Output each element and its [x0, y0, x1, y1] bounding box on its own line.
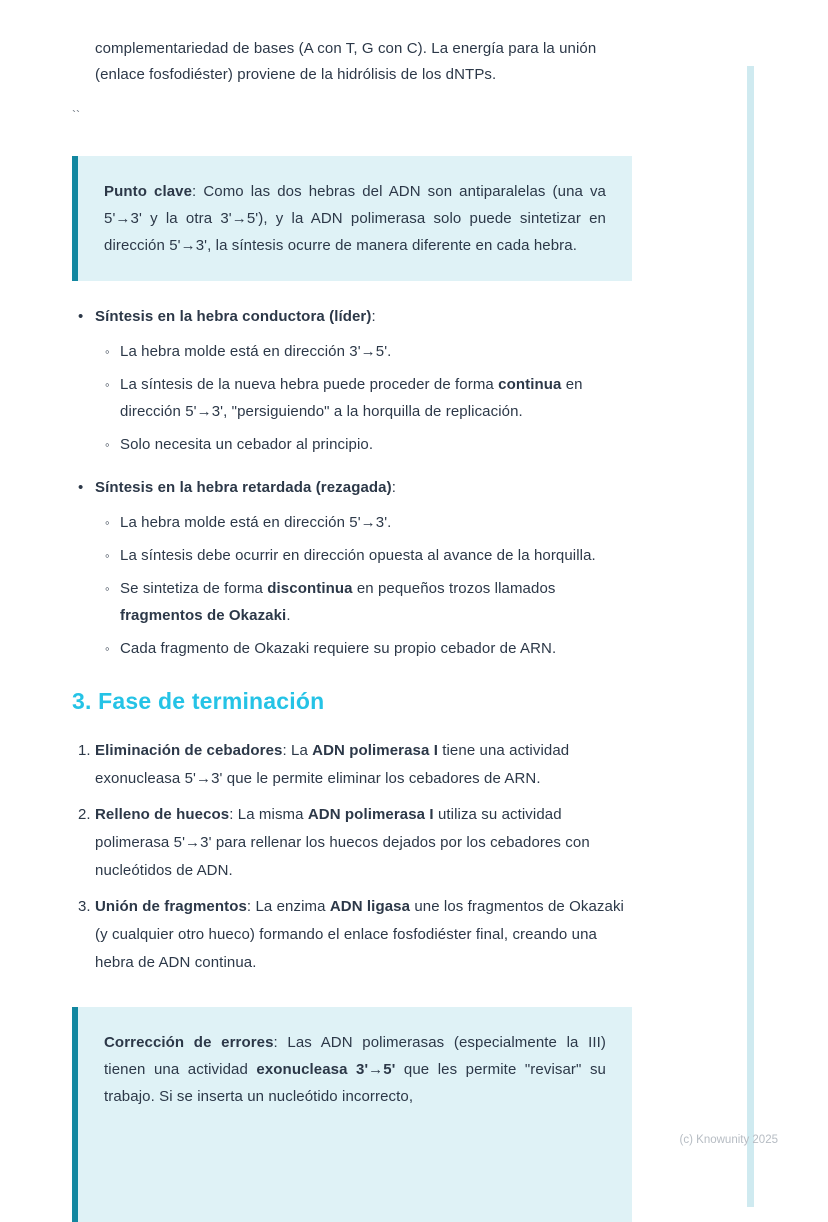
- numbered-item: [78, 893, 634, 977]
- step-number: 2.: [78, 806, 91, 823]
- text-segment: ADN polimerasa I: [307, 806, 434, 823]
- sub-item: [105, 338, 634, 365]
- circle-bullet-icon: ◦: [105, 548, 110, 563]
- sub-item: [105, 635, 634, 662]
- circle-bullet-icon: ◦: [105, 377, 110, 392]
- text-segment: Síntesis en la hebra retardada (rezagada): [95, 479, 392, 496]
- circle-bullet-icon: ◦: [105, 641, 110, 656]
- text-segment: tiene una actividad exonucleasa 5'→3' que le permite eliminar los cebadores de ARN.: [95, 742, 570, 787]
- circle-bullet-icon: ◦: [105, 515, 110, 530]
- text-segment: :: [371, 308, 376, 325]
- intro-paragraph: complementariedad de bases (A con T, G con C). La energía para la unión (enlace fosfodiéster) proviene de la hidrólisis de los dNTPs.: [95, 40, 597, 83]
- sub-item-text: [120, 338, 391, 365]
- leading-strand-title: [95, 303, 376, 330]
- text-segment: Corrección de errores: [104, 1034, 274, 1051]
- strand-synthesis-list: [78, 303, 634, 662]
- circle-bullet-icon: ◦: [105, 437, 110, 452]
- text-segment: en pequeños trozos llamados: [352, 580, 556, 597]
- text-segment: Eliminación de cebadores: [95, 742, 283, 759]
- text-segment: que les permite "revisar" su trabajo. Si se inserta un nucleótido incorrecto,: [104, 1061, 606, 1105]
- lagging-strand-title: [95, 474, 396, 501]
- circle-bullet-icon: ◦: [105, 581, 110, 596]
- step-text: [95, 801, 634, 885]
- section-heading-termination: 3. Fase de terminación: [72, 688, 325, 714]
- text-segment: Solo necesita un cebador al principio.: [120, 436, 374, 453]
- sub-item: [105, 371, 634, 425]
- step-text: [95, 893, 634, 977]
- text-segment: continua: [498, 376, 562, 393]
- bullet-icon: •: [78, 308, 84, 325]
- text-segment: exonucleasa 3'→5': [256, 1061, 396, 1078]
- text-segment: Unión de fragmentos: [95, 898, 247, 915]
- text-segment: Se sintetiza de forma: [120, 580, 268, 597]
- lagging-strand-sublist: [105, 509, 634, 662]
- text-segment: fragmentos de Okazaki: [120, 607, 287, 624]
- text-segment: : Las ADN polimerasas (especialmente la III) tienen una actividad: [104, 1034, 606, 1078]
- text-segment: Cada fragmento de Okazaki requiere su propio cebador de ARN.: [120, 640, 557, 657]
- sub-item: [105, 431, 634, 458]
- page-edge-strip: [747, 66, 754, 1207]
- text-segment: : La: [282, 742, 313, 759]
- text-segment: utiliza su actividad polimerasa 5'→3' para rellenar los huecos dejados por los cebadores con nucleótidos de ADN.: [95, 806, 590, 879]
- text-segment: ADN polimerasa I: [312, 742, 438, 759]
- text-segment: ADN ligasa: [329, 898, 411, 915]
- leading-strand-sublist: [105, 338, 634, 458]
- text-segment: : La enzima: [246, 898, 330, 915]
- sub-item-text: [120, 509, 391, 536]
- text-segment: Síntesis en la hebra conductora (líder): [95, 308, 372, 325]
- bullet-icon: •: [78, 479, 84, 496]
- numbered-item: [78, 801, 634, 885]
- key-point-text: [104, 178, 606, 259]
- error-correction-callout: [72, 1007, 632, 1222]
- text-segment: La hebra molde está en dirección 5'→3'.: [120, 514, 392, 531]
- text-segment: :: [391, 479, 396, 496]
- sub-item: [105, 575, 634, 629]
- key-point-callout: [72, 156, 632, 281]
- sub-item-text: [120, 371, 634, 425]
- text-segment: La síntesis debe ocurrir en dirección opuesta al avance de la horquilla.: [120, 547, 596, 564]
- text-segment: Relleno de huecos: [95, 806, 230, 823]
- sub-item-text: [120, 575, 634, 629]
- key-point-body: : Como las dos hebras del ADN son antiparalelas (una va 5'→3' y la otra 3'→5'), y la ADN polimerasa solo puede sintetizar en dirección 5'→3', la síntesis ocurre de manera diferente en cada hebra.: [104, 183, 607, 254]
- step-number: 1.: [78, 742, 91, 759]
- termination-steps-list: [78, 737, 634, 977]
- sub-item-text: [120, 431, 373, 458]
- copyright-text: (c) Knowunity 2025: [679, 1134, 778, 1146]
- error-correction-text: [104, 1029, 606, 1110]
- stray-mark: ``: [72, 108, 80, 122]
- text-segment: .: [286, 607, 291, 624]
- step-number: 3.: [78, 898, 91, 915]
- circle-bullet-icon: ◦: [105, 344, 110, 359]
- sub-item-text: [120, 635, 556, 662]
- text-segment: une los fragmentos de Okazaki (y cualquier otro hueco) formando el enlace fosfodiéster final, creando una hebra de ADN continua.: [95, 898, 624, 971]
- text-segment: La hebra molde está en dirección 3'→5'.: [120, 343, 392, 360]
- key-point-lead: Punto clave: [104, 183, 193, 200]
- step-text: [95, 737, 634, 793]
- text-segment: discontinua: [267, 580, 353, 597]
- text-segment: La síntesis de la nueva hebra puede proceder de forma: [120, 376, 499, 393]
- list-item-leading-strand: [78, 303, 634, 330]
- sub-item-text: [120, 542, 596, 569]
- text-segment: : La misma: [229, 806, 308, 823]
- list-item-lagging-strand: [78, 474, 634, 501]
- numbered-item: [78, 737, 634, 793]
- sub-item: [105, 509, 634, 536]
- text-segment: en dirección 5'→3', "persiguiendo" a la horquilla de replicación.: [120, 376, 583, 420]
- sub-item: [105, 542, 634, 569]
